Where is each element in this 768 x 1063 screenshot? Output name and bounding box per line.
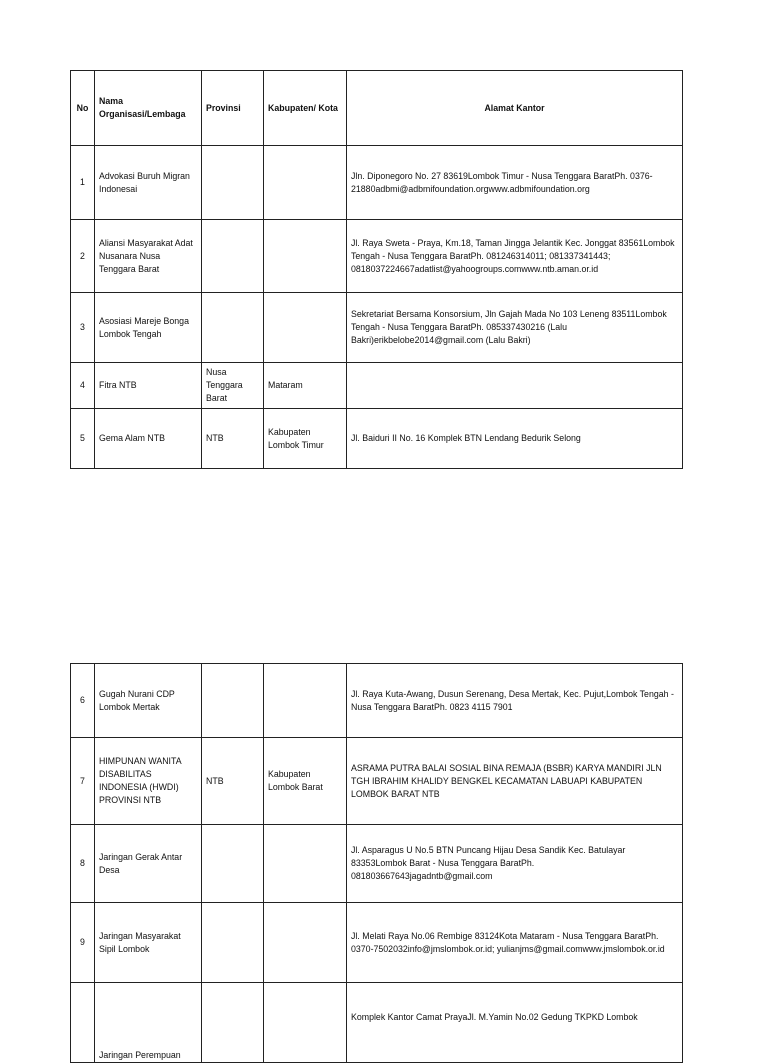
cell-provinsi: Nusa Tenggara Barat	[202, 363, 264, 409]
cell-alamat: Komplek Kantor Camat PrayaJl. M.Yamin No.02 Gedung TKPKD Lombok	[347, 983, 683, 1063]
cell-nama: Jaringan Gerak Antar Desa	[95, 825, 202, 903]
cell-provinsi: NTB	[202, 409, 264, 469]
table-row	[71, 983, 683, 1063]
header-provinsi: Provinsi	[202, 71, 264, 146]
header-alamat: Alamat Kantor	[347, 71, 683, 146]
header-no: No	[71, 71, 95, 146]
cell-no: 5	[71, 409, 95, 469]
table-row	[71, 363, 683, 409]
cell-provinsi	[202, 664, 264, 738]
cell-no: 6	[71, 664, 95, 738]
table-row	[71, 293, 683, 363]
cell-nama: Fitra NTB	[95, 363, 202, 409]
cell-no: 2	[71, 220, 95, 293]
table-row	[71, 146, 683, 220]
cell-no	[71, 983, 95, 1063]
cell-kabupaten: Kabupaten Lombok Timur	[264, 409, 347, 469]
cell-nama: Jaringan Masyarakat Sipil Lombok	[95, 903, 202, 983]
header-nama: Nama Organisasi/Lembaga	[95, 71, 202, 146]
cell-kabupaten: Kabupaten Lombok Barat	[264, 738, 347, 825]
cell-nama: Gugah Nurani CDP Lombok Mertak	[95, 664, 202, 738]
cell-provinsi: NTB	[202, 738, 264, 825]
cell-provinsi	[202, 903, 264, 983]
cell-provinsi	[202, 983, 264, 1063]
cell-no: 3	[71, 293, 95, 363]
cell-alamat: Jl. Asparagus U No.5 BTN Puncang Hijau Desa Sandik Kec. Batulayar 83353Lombok Barat - Nusa Tenggara BaratPh. 081803667643jagadntb@gmail.com	[347, 825, 683, 903]
cell-alamat: Sekretariat Bersama Konsorsium, Jln Gajah Mada No 103 Leneng 83511Lombok Tengah - Nusa Tenggara BaratPh. 085337430216 (Lalu Bakri)erikbelobe2014@gmail.com (Lalu Bakri)	[347, 293, 683, 363]
cell-no: 4	[71, 363, 95, 409]
cell-kabupaten	[264, 293, 347, 363]
cell-no: 7	[71, 738, 95, 825]
header-kabupaten: Kabupaten/ Kota	[264, 71, 347, 146]
cell-alamat: Jl. Baiduri II No. 16 Komplek BTN Lendang Bedurik Selong	[347, 409, 683, 469]
cell-nama: HIMPUNAN WANITA DISABILITAS INDONESIA (HWDI) PROVINSI NTB	[95, 738, 202, 825]
table-row	[71, 220, 683, 293]
cell-kabupaten: Mataram	[264, 363, 347, 409]
organization-table-1	[70, 70, 683, 469]
cell-alamat: Jl. Melati Raya No.06 Rembige 83124Kota Mataram - Nusa Tenggara BaratPh. 0370-7502032info@jmslombok.or.id; yulianjms@gmail.comwww.jmslombok.or.id	[347, 903, 683, 983]
cell-alamat	[347, 363, 683, 409]
cell-kabupaten	[264, 983, 347, 1063]
cell-alamat: Jln. Diponegoro No. 27 83619Lombok Timur - Nusa Tenggara BaratPh. 0376- 21880adbmi@adbmifoundation.orgwww.adbmifoundation.org	[347, 146, 683, 220]
cell-nama: Jaringan Perempuan	[95, 983, 202, 1063]
cell-kabupaten	[264, 146, 347, 220]
cell-provinsi	[202, 220, 264, 293]
cell-kabupaten	[264, 664, 347, 738]
cell-nama: Advokasi Buruh Migran Indonesai	[95, 146, 202, 220]
cell-nama: Gema Alam NTB	[95, 409, 202, 469]
table-row	[71, 664, 683, 738]
table-row	[71, 903, 683, 983]
cell-alamat: Jl. Raya Sweta - Praya, Km.18, Taman Jingga Jelantik Kec. Jonggat 83561Lombok Tengah - Nusa Tenggara BaratPh. 081246314011; 081337341443; 0818037224667adatlist@yahoogroups.comwww.ntb.aman.or.id	[347, 220, 683, 293]
cell-no: 1	[71, 146, 95, 220]
table-row	[71, 738, 683, 825]
cell-alamat: Jl. Raya Kuta-Awang, Dusun Serenang, Desa Mertak, Kec. Pujut,Lombok Tengah - Nusa Tenggara BaratPh. 0823 4115 7901	[347, 664, 683, 738]
cell-provinsi	[202, 825, 264, 903]
organization-table-2	[70, 663, 683, 1063]
table-header-row	[71, 71, 683, 146]
cell-kabupaten	[264, 903, 347, 983]
cell-no: 8	[71, 825, 95, 903]
cell-provinsi	[202, 146, 264, 220]
cell-nama: Aliansi Masyarakat Adat Nusanara Nusa Tenggara Barat	[95, 220, 202, 293]
table-row	[71, 825, 683, 903]
table-row	[71, 409, 683, 469]
cell-provinsi	[202, 293, 264, 363]
cell-kabupaten	[264, 220, 347, 293]
cell-alamat: ASRAMA PUTRA BALAI SOSIAL BINA REMAJA (BSBR) KARYA MANDIRI JLN TGH IBRAHIM KHALIDY BENGKEL KECAMATAN LABUAPI KABUPATEN LOMBOK BARAT NTB	[347, 738, 683, 825]
cell-no: 9	[71, 903, 95, 983]
cell-kabupaten	[264, 825, 347, 903]
cell-nama: Asosiasi Mareje Bonga Lombok Tengah	[95, 293, 202, 363]
